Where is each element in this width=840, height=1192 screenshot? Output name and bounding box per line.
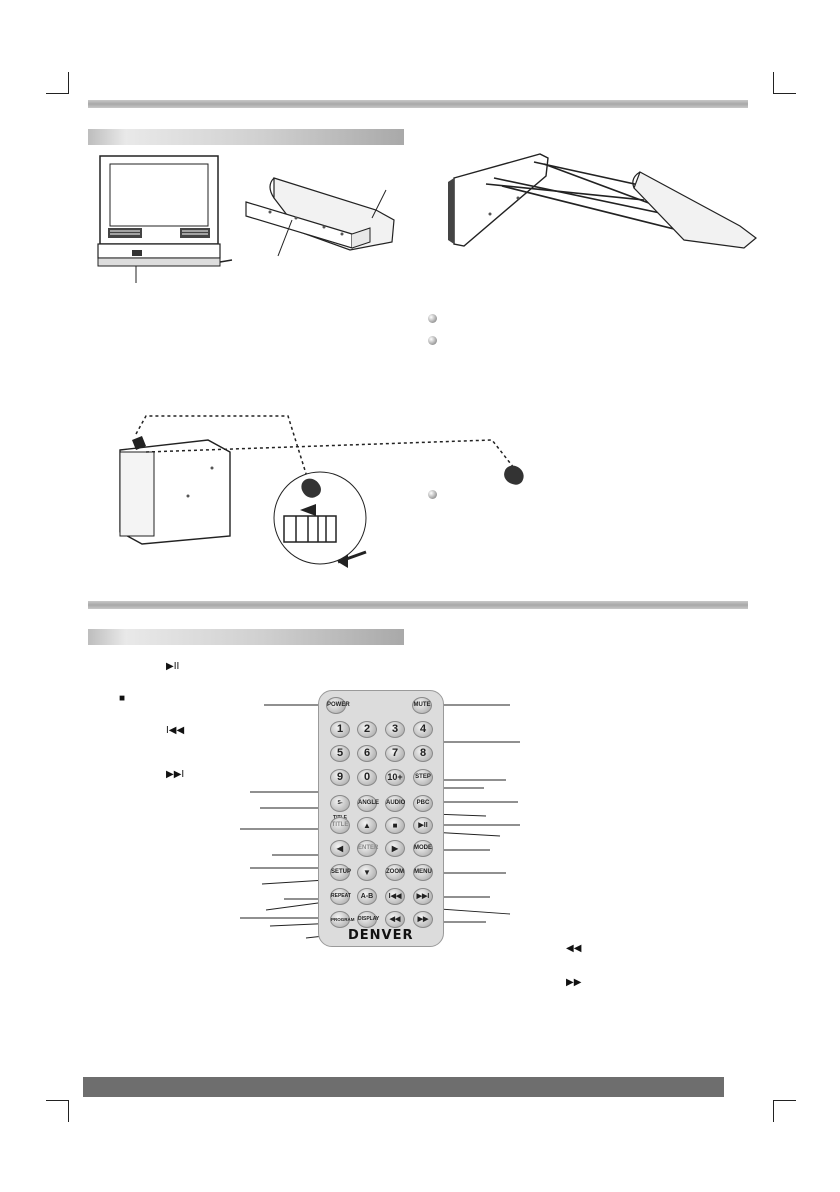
previous-button[interactable]: I◀◀ — [385, 888, 405, 905]
footer-bar — [83, 1077, 724, 1097]
ten-plus-button[interactable]: 10+ — [385, 769, 405, 786]
angle-button[interactable]: ANGLE — [357, 795, 377, 812]
next-icon: ▶▶I — [166, 769, 185, 780]
number-5-button[interactable]: 5 — [330, 745, 350, 762]
left-arrow-button[interactable]: ◀ — [330, 840, 350, 857]
display-button[interactable]: DISPLAY — [357, 911, 377, 928]
power-button[interactable]: POWER — [326, 697, 346, 714]
next-button[interactable]: ▶▶I — [413, 888, 433, 905]
brand-logo: DENVER — [348, 928, 414, 943]
audio-button[interactable]: AUDIO — [385, 795, 405, 812]
ab-button[interactable]: A-B — [357, 888, 377, 905]
number-2-button[interactable]: 2 — [357, 721, 377, 738]
zoom-button[interactable]: ZOOM — [385, 864, 405, 881]
subtitle-button[interactable]: S- — [330, 795, 350, 812]
pbc-button[interactable]: PBC — [413, 795, 433, 812]
step-button[interactable]: STEP — [413, 769, 433, 786]
right-arrow-button[interactable]: ▶ — [385, 840, 405, 857]
number-1-button[interactable]: 1 — [330, 721, 350, 738]
enter-button[interactable]: ENTER — [357, 840, 377, 857]
fast-forward-icon: ▶▶ — [566, 977, 582, 988]
number-3-button[interactable]: 3 — [385, 721, 405, 738]
number-8-button[interactable]: 8 — [413, 745, 433, 762]
repeat-button[interactable]: REPEAT — [330, 888, 350, 905]
number-0-button[interactable]: 0 — [357, 769, 377, 786]
rewind-button[interactable]: ◀◀ — [385, 911, 405, 928]
stop-button[interactable]: ■ — [385, 817, 405, 834]
number-4-button[interactable]: 4 — [413, 721, 433, 738]
menu-button[interactable]: MENU — [413, 864, 433, 881]
fast-forward-button[interactable]: ▶▶ — [413, 911, 433, 928]
program-button[interactable]: PROGRAM — [330, 911, 350, 928]
up-arrow-button[interactable]: ▲ — [357, 817, 377, 834]
setup-button[interactable]: SETUP — [330, 864, 350, 881]
stop-icon: ■ — [119, 693, 126, 704]
mute-button[interactable]: MUTE — [412, 697, 432, 714]
number-7-button[interactable]: 7 — [385, 745, 405, 762]
title-button[interactable]: TITLE — [330, 817, 350, 834]
previous-icon: I◀◀ — [166, 725, 185, 736]
play-pause-button[interactable]: ▶II — [413, 817, 433, 834]
number-6-button[interactable]: 6 — [357, 745, 377, 762]
rewind-icon: ◀◀ — [566, 943, 582, 954]
number-9-button[interactable]: 9 — [330, 769, 350, 786]
down-arrow-button[interactable]: ▼ — [357, 864, 377, 881]
play-pause-icon: ▶II — [166, 661, 180, 672]
mode-button[interactable]: MODE — [413, 840, 433, 857]
